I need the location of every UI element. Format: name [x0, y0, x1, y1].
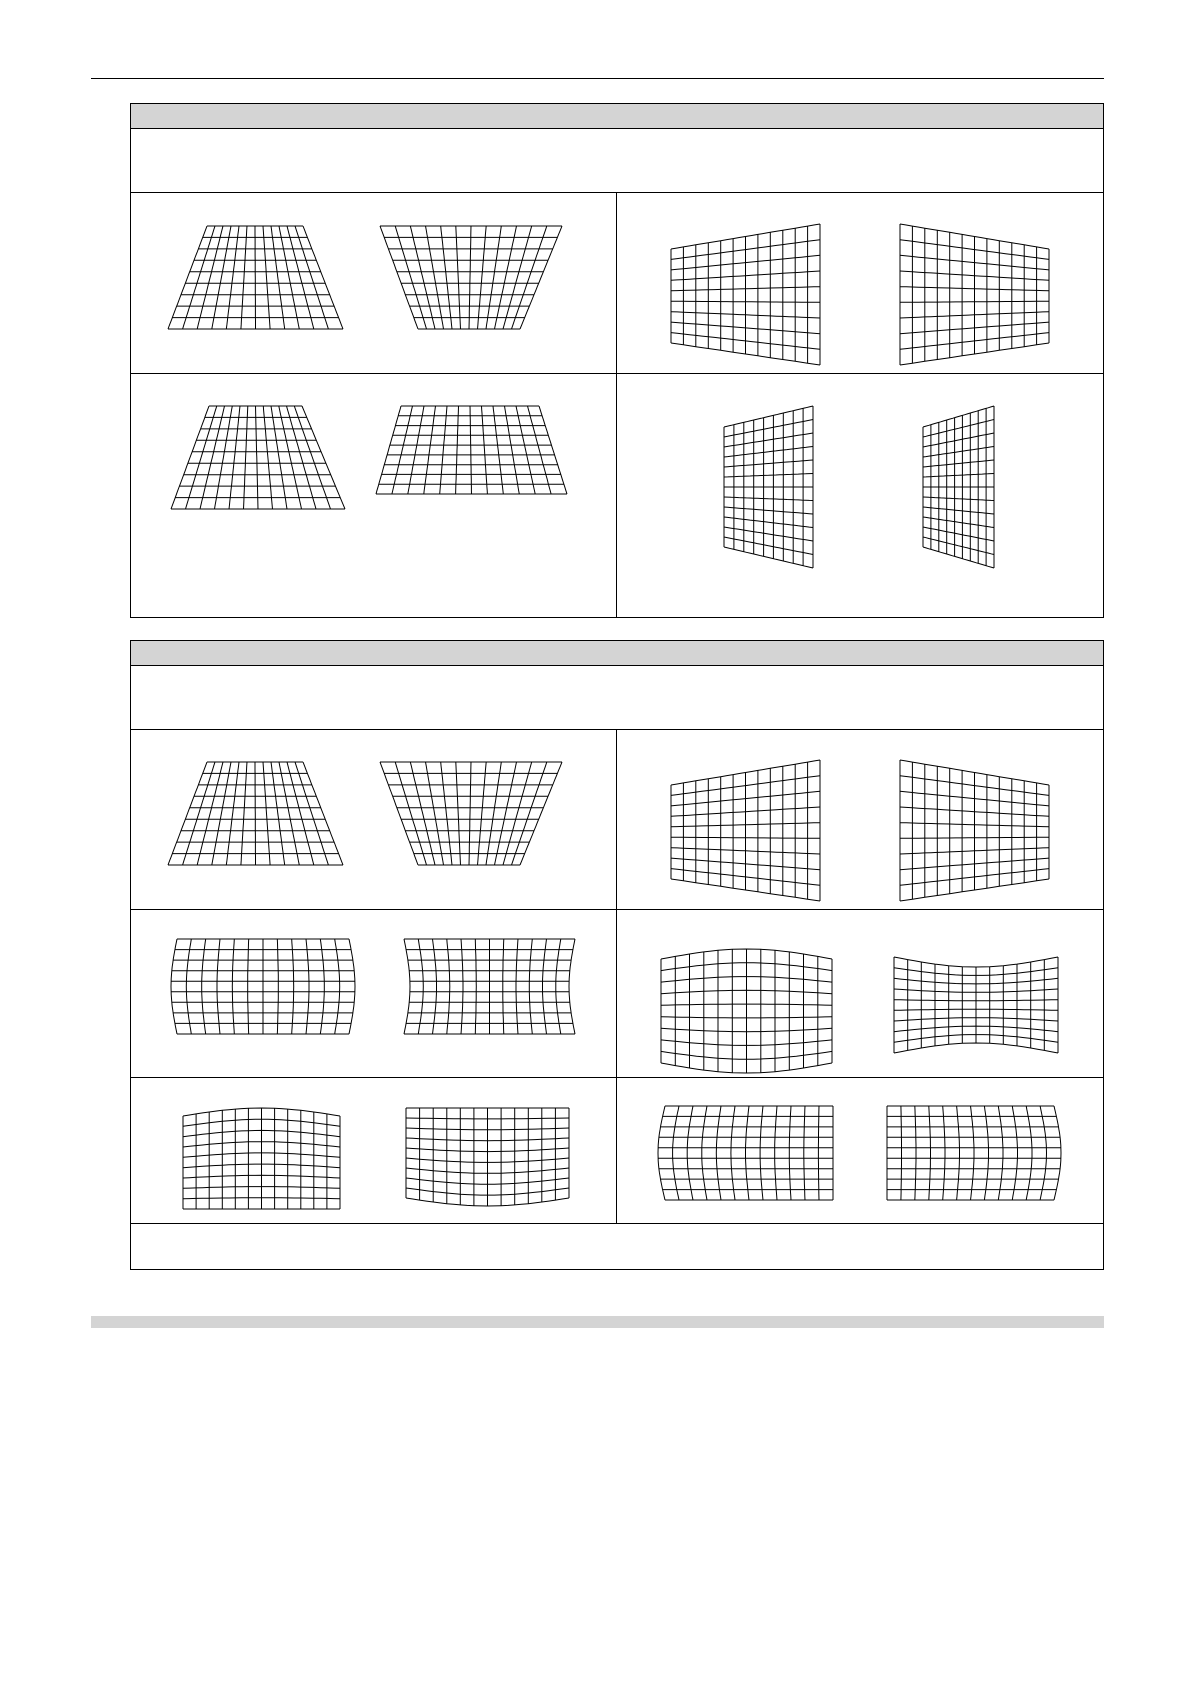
grid-line [923, 507, 994, 514]
section-2-row-3-left [131, 1078, 617, 1223]
section-1-description [131, 129, 1103, 193]
grid-arc-left-only [658, 1106, 833, 1200]
grid-pincushion-vertical-in [894, 957, 1058, 1053]
grid-line [539, 406, 567, 494]
grid-line [775, 1106, 777, 1200]
grid-line [335, 939, 340, 1034]
grid-line [923, 527, 994, 541]
grid-line [217, 939, 220, 1034]
grid-line [292, 939, 294, 1034]
grid-keystone-right-short [900, 760, 1049, 901]
grid-line [441, 226, 452, 329]
grid-line [673, 1106, 679, 1200]
grid-line [376, 406, 401, 494]
grid-line [702, 1106, 707, 1200]
grid-line [724, 420, 813, 438]
section-2-description [131, 666, 1103, 730]
grid-line [724, 517, 813, 528]
grid-keystone-top-narrow-alt [171, 406, 345, 509]
grid-line [186, 939, 191, 1034]
grid-line [1012, 1106, 1017, 1200]
grid-line [760, 1106, 763, 1200]
grid-line [392, 406, 413, 494]
section-2-table [130, 640, 1104, 1270]
grid-line [569, 939, 575, 1034]
grid-line [478, 762, 487, 865]
grid-line [447, 939, 450, 1034]
section-1-row-2-left [131, 374, 617, 617]
grid-line [244, 406, 248, 509]
grid-line [724, 547, 813, 568]
grid-line [923, 447, 994, 458]
grid-line [1040, 1106, 1046, 1200]
grid-keystone-top-narrow [168, 226, 343, 329]
grid-line [529, 939, 532, 1034]
grid-line [671, 301, 820, 302]
grid-line [900, 837, 1049, 838]
grid-line [277, 939, 278, 1034]
grid-line [1054, 1106, 1061, 1200]
grid-line [279, 226, 299, 329]
grid-line [395, 226, 426, 329]
section-divider-bar [91, 1316, 1104, 1328]
grid-line [441, 762, 452, 865]
grid-line [804, 1106, 805, 1200]
section-2-row-1-right [617, 730, 1103, 909]
grid-line [404, 939, 410, 1034]
grid-line [478, 226, 487, 329]
grid-line [271, 406, 287, 509]
grid-line [171, 939, 177, 1034]
grid-figure-pair [131, 1078, 618, 1222]
grid-arc-top-only [183, 1108, 340, 1209]
section-1-row-2 [131, 374, 1103, 617]
grid-pincushion-horizontal-out [171, 939, 355, 1034]
grid-line [482, 406, 488, 494]
grid-line [746, 1106, 750, 1200]
grid-line [998, 1106, 1003, 1200]
section-1-table [130, 103, 1104, 618]
grid-line [716, 1106, 721, 1200]
grid-arc-bottom-only [406, 1108, 569, 1206]
grid-figure-pair [131, 730, 618, 909]
grid-rotate-tall-left [923, 406, 994, 568]
grid-line [232, 939, 234, 1034]
section-1-header [131, 104, 1103, 129]
grid-line [923, 547, 994, 568]
section-1-row-1-left [131, 193, 617, 373]
grid-barrel-horizontal-in [404, 939, 575, 1034]
grid-line [279, 406, 302, 509]
grid-figure-pair [617, 374, 1104, 616]
grid-line [957, 1106, 960, 1200]
grid-line [287, 406, 317, 509]
grid-line [528, 406, 552, 494]
section-1-row-1 [131, 193, 1103, 374]
grid-line [493, 406, 503, 494]
section-2-row-2 [131, 910, 1103, 1078]
grid-line [984, 1106, 988, 1200]
section-2-row-2-right [617, 910, 1103, 1077]
grid-line [915, 1106, 916, 1200]
grid-line [263, 406, 272, 509]
grid-line [271, 762, 285, 865]
grid-line [215, 406, 233, 509]
grid-line [516, 939, 518, 1034]
grid-line [724, 527, 813, 541]
grid-line [263, 226, 270, 329]
section-2-row-3 [131, 1078, 1103, 1223]
grid-line [380, 226, 418, 329]
grid-line [456, 406, 459, 494]
grid-keystone-top-narrow-shallow [376, 406, 567, 494]
grid-line [923, 460, 994, 467]
section-2-note [131, 1223, 1103, 1266]
grid-line [418, 939, 423, 1034]
grid-line [505, 406, 520, 494]
grid-line [901, 1106, 902, 1200]
grid-line [306, 939, 309, 1034]
grid-line [894, 1043, 1058, 1053]
grid-line [380, 762, 418, 865]
grid-figure-pair [617, 910, 1104, 1077]
grid-line [516, 406, 535, 494]
grid-line [475, 939, 476, 1034]
grid-line [395, 762, 426, 865]
grid-figure-pair [617, 193, 1104, 373]
grid-line [929, 1106, 931, 1200]
grid-line [202, 939, 206, 1034]
grid-line [433, 939, 437, 1034]
grid-figure-pair [131, 910, 618, 1077]
grid-line [724, 537, 813, 555]
section-2-row-1 [131, 730, 1103, 910]
grid-line [923, 433, 994, 447]
section-1-row-1-right [617, 193, 1103, 373]
grid-line [469, 762, 471, 865]
grid-line [503, 762, 532, 865]
grid-line [241, 226, 247, 329]
grid-line [556, 939, 561, 1034]
grid-barrel-vertical-out [661, 949, 832, 1073]
grid-line [495, 226, 517, 329]
grid-line [241, 762, 247, 865]
grid-line [724, 460, 813, 467]
grid-line [495, 762, 517, 865]
grid-line [900, 301, 1049, 302]
grid-line [294, 406, 330, 509]
grid-line [923, 517, 994, 528]
grid-line [279, 762, 299, 865]
grid-line [923, 420, 994, 438]
grid-line [658, 1106, 665, 1200]
grid-keystone-left-short [671, 760, 820, 901]
grid-line [408, 406, 424, 494]
grid-line [424, 406, 436, 494]
grid-line [789, 1106, 791, 1200]
grid-line [229, 406, 240, 509]
grid-line [486, 226, 501, 329]
grid-line [724, 406, 813, 427]
grid-figure-pair [617, 730, 1104, 909]
section-2-row-3-right [617, 1078, 1103, 1223]
grid-line [543, 939, 547, 1034]
grid-line [248, 939, 249, 1034]
grid-line [349, 939, 355, 1034]
grid-figure-pair [131, 374, 618, 616]
grid-line [923, 497, 994, 501]
page-rule [91, 78, 1104, 79]
grid-line [410, 226, 435, 329]
section-2-header [131, 641, 1103, 666]
grid-line [255, 762, 256, 865]
grid-line [687, 1106, 693, 1200]
grid-keystone-right-short [900, 224, 1049, 365]
grid-line [461, 939, 463, 1034]
grid-line [1026, 1106, 1032, 1200]
grid-line [469, 226, 471, 329]
grid-line [256, 406, 259, 509]
grid-line [456, 226, 461, 329]
grid-line [724, 433, 813, 447]
grid-line [724, 497, 813, 501]
grid-line [456, 762, 461, 865]
grid-line [724, 507, 813, 514]
grid-line [255, 226, 256, 329]
grid-line [943, 1106, 945, 1200]
section-1-row-2-right [617, 374, 1103, 617]
grid-line [971, 1106, 975, 1200]
grid-line [923, 474, 994, 478]
grid-line [440, 406, 447, 494]
grid-keystone-top-narrow [168, 762, 343, 865]
section-2-row-2-left [131, 910, 617, 1077]
grid-figure-pair [617, 1078, 1104, 1222]
grid-line [302, 406, 345, 509]
grid-line [503, 939, 504, 1034]
grid-line [894, 957, 1058, 967]
section-2-row-1-left [131, 730, 617, 909]
grid-line [320, 939, 324, 1034]
grid-line [410, 762, 435, 865]
grid-line [724, 447, 813, 458]
grid-line [271, 226, 285, 329]
grid-line [263, 762, 270, 865]
grid-line [923, 537, 994, 555]
grid-keystone-bottom-narrow [380, 762, 562, 865]
grid-line [671, 837, 820, 838]
grid-rotate-tall-right [724, 406, 813, 568]
grid-line [818, 1106, 819, 1200]
grid-line [486, 762, 501, 865]
grid-figure-pair [131, 193, 618, 373]
grid-keystone-bottom-narrow [380, 226, 562, 329]
grid-line [923, 406, 994, 427]
grid-line [724, 474, 813, 478]
grid-line [731, 1106, 735, 1200]
grid-arc-right-only [887, 1106, 1061, 1200]
grid-line [426, 762, 444, 865]
grid-keystone-left-short [671, 224, 820, 365]
grid-line [426, 226, 444, 329]
grid-line [503, 226, 532, 329]
grid-line [470, 406, 472, 494]
